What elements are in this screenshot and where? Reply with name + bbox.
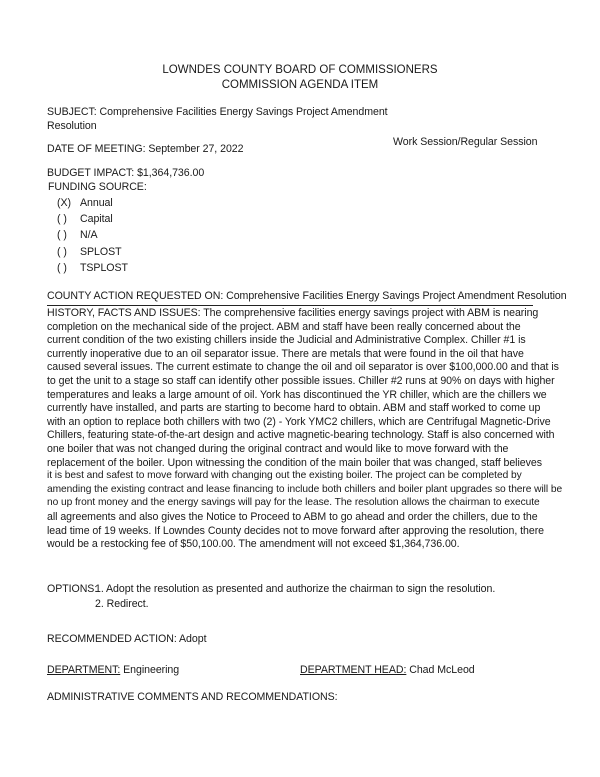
history-line: no up front money and the energy savings will pay for the lease. The resolution allows the chairman to execute <box>47 497 540 509</box>
options-label: OPTIONS: <box>47 583 98 595</box>
history-line: caused several issues. The current estimate to change the oil and oil separator is over $100,000.00 and that is <box>47 361 559 374</box>
funding-label: N/A <box>80 229 98 241</box>
administrative-comments-label: ADMINISTRATIVE COMMENTS AND RECOMMENDATIONS: <box>47 691 338 703</box>
subject-line: Resolution <box>47 120 97 132</box>
county-action-requested: COUNTY ACTION REQUESTED ON: Comprehensive Facilities Energy Savings Project Amendment Resolution <box>47 290 567 302</box>
history-line: all agreements and also gives the Notice to Proceed to ABM to go ahead and order the chillers, due to the <box>47 511 538 523</box>
history-line: one boiler that was not changed during the original contract and would like to move forward with the <box>47 443 509 455</box>
history-line: HISTORY, FACTS AND ISSUES: The comprehensive facilities energy savings project with ABM is nearing <box>47 307 539 319</box>
header-title: LOWNDES COUNTY BOARD OF COMMISSIONERS <box>162 64 438 76</box>
department-label: DEPARTMENT: <box>47 664 121 676</box>
subject-line: SUBJECT: Comprehensive Facilities Energy Savings Project Amendment <box>47 106 388 118</box>
history-line: with an option to replace both chillers with two (2) - York YMC2 chillers, which are Centrifugal Magnetic-Drive <box>47 415 551 428</box>
history-line: it is best and safest to move forward with changing out the existing boiler. The project can be completed by <box>47 470 522 482</box>
session-type: Work Session/Regular Session <box>393 136 538 148</box>
funding-label: Annual <box>80 197 113 209</box>
option-item: 1. Adopt the resolution as presented and authorize the chairman to sign the resolution. <box>95 583 496 595</box>
funding-mark: ( ) <box>57 246 67 258</box>
history-line: would be a restocking fee of $50,100.00. The amendment will not exceed $1,364,736.00. <box>47 538 460 551</box>
department-head-value: Chad McLeod <box>406 664 475 676</box>
history-line: completion on the mechanical side of the project. ABM and staff have been really concerned about the <box>47 320 521 333</box>
funding-mark: ( ) <box>57 262 67 274</box>
funding-source-label: FUNDING SOURCE: <box>48 181 147 193</box>
funding-label: TSPLOST <box>80 262 128 274</box>
funding-label: SPLOST <box>80 246 122 258</box>
funding-mark: ( ) <box>57 213 67 225</box>
history-line: currently inoperative due to an oil separator issue. There are metals that were found in the oil that have <box>47 347 524 360</box>
department-head-label: DEPARTMENT HEAD: <box>300 664 407 676</box>
history-line: temperatures and leaks a large amount of oil. York has discontinued the YR chiller, which are the chillers we <box>47 388 547 401</box>
header-subtitle: COMMISSION AGENDA ITEM <box>221 79 379 91</box>
budget-impact: BUDGET IMPACT: $1,364,736.00 <box>47 167 205 179</box>
meeting-date: DATE OF MEETING: September 27, 2022 <box>47 143 244 155</box>
history-line: currently have installed, and parts are starting to become hard to obtain. ABM and staff worked to come up <box>47 402 541 415</box>
department <box>47 664 179 676</box>
history-line: to get the unit to a stage so staff can identify other possible issues. Chiller #2 runs at 90% on days with higher <box>47 375 555 387</box>
department-head <box>300 664 475 676</box>
history-line: amending the existing contract and lease financing to include both chillers and boiler plant upgrades so there will be <box>47 483 563 495</box>
history-line: lead time of 19 weeks. If Lowndes County decides not to move forward after approving the resolution, there <box>47 524 545 537</box>
funding-mark: (X) <box>57 197 71 209</box>
recommended-action: RECOMMENDED ACTION: Adopt <box>47 633 207 645</box>
history-line: current condition of the two existing chillers inside the Judicial and Administrative Complex. Chiller #1 is <box>47 334 526 347</box>
option-item: 2. Redirect. <box>95 598 149 610</box>
divider <box>47 305 533 306</box>
history-line: replacement of the boiler. Upon witnessing the condition of the main boiler that was changed, staff believes <box>47 456 542 469</box>
funding-mark: ( ) <box>57 229 67 241</box>
funding-label: Capital <box>80 213 113 225</box>
history-line: Chillers, featuring state-of-the-art design and active magnetic-bearing technology. Staff is also concerned with <box>47 429 555 442</box>
department-value: Engineering <box>120 664 180 676</box>
